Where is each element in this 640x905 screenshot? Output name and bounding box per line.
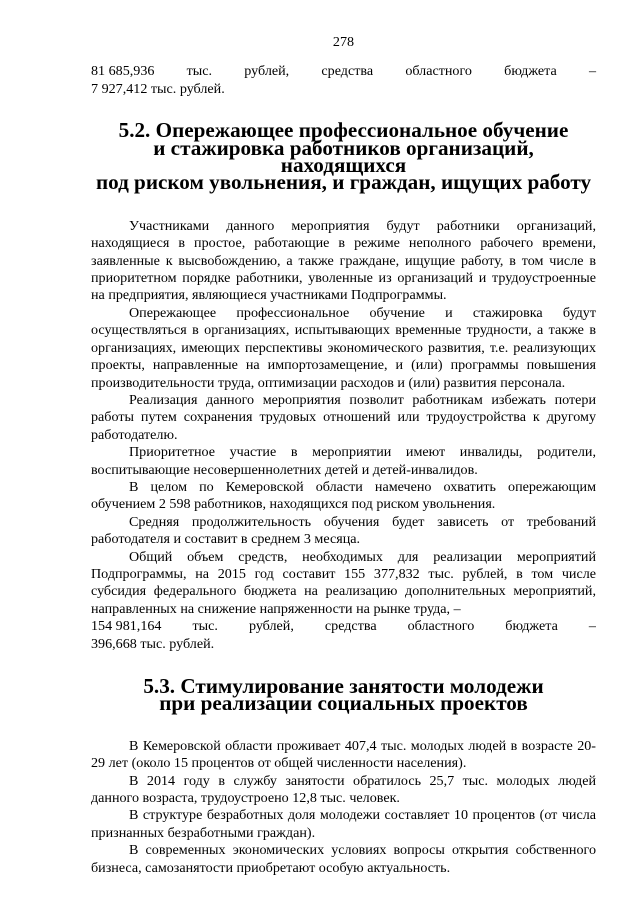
heading-line: и стажировка работников организаций, находящихся: [153, 135, 534, 178]
intro-word: тыс.: [186, 63, 213, 80]
intro-line-2: 7 927,412 тыс. рублей.: [91, 80, 225, 97]
amount-line: [91, 618, 596, 635]
paragraph: В структуре безработных доля молодежи составляет 10 процентов (от числа признанных безработными граждан).: [91, 807, 596, 841]
heading-line: при реализации социальных проектов: [159, 691, 528, 716]
paragraph: Общий объем средств, необходимых для реализации мероприятий Подпрограммы, на 2015 год составит 155 377,832 тыс. рублей, в том числе субсидия федерального бюджета на реализацию дополнительных мероприятий, направленных на снижение напряженности на рынке труда, –: [91, 548, 596, 617]
paragraph: В целом по Кемеровской области намечено охватить опережающим обучением 2 598 работников, находящихся под риском увольнения.: [91, 478, 596, 513]
section-5-3-heading: [91, 674, 596, 716]
amount-word: областного: [407, 618, 475, 635]
intro-word: бюджета: [504, 63, 557, 80]
intro-line-1: [91, 63, 596, 80]
heading-line: 5.2. Опережающее профессиональное обучение: [118, 118, 569, 143]
amount-word: средства: [324, 618, 377, 635]
paragraph: Участниками данного мероприятия будут работники организаций, находящиеся в простое, работающие в режиме неполного рабочего времени, заявленные к высвобождению, а также граждане, ищущие работу, в том числе в приоритетном порядке работники, уволенные из организаций и трудоустроенные на предприятия, являющиеся участниками Подпрограммы.: [91, 217, 596, 304]
amount-word: 154 981,164: [91, 618, 162, 635]
section-5-2-heading: [91, 118, 596, 195]
amount-end: 396,668 тыс. рублей.: [91, 635, 215, 652]
amount-word: –: [588, 618, 596, 635]
page-number: 278: [332, 34, 355, 50]
paragraph: В Кемеровской области проживает 407,4 тыс. молодых людей в возрасте 20-29 лет (около 15 процентов от общей численности населения).: [91, 737, 596, 772]
paragraph: Средняя продолжительность обучения будет зависеть от требований работодателя и составит в среднем 3 месяца.: [91, 513, 596, 548]
paragraph: Реализация данного мероприятия позволит работникам избежать потери работы путем сохранения трудовых отношений или трудоустройства к другому работодателю.: [91, 391, 596, 443]
paragraph: В 2014 году в службу занятости обратилось 25,7 тыс. молодых людей данного возраста, трудоустроено 12,8 тыс. человек.: [91, 772, 596, 807]
paragraph: Приоритетное участие в мероприятии имеют инвалиды, родители, воспитывающие несовершеннолетних детей и детей-инвалидов.: [91, 444, 596, 478]
intro-word: 81 685,936: [91, 63, 155, 80]
intro-word: рублей,: [244, 63, 290, 80]
intro-word: областного: [405, 63, 472, 80]
amount-word: рублей,: [248, 618, 294, 635]
heading-line: 5.3. Стимулирование занятости молодежи: [143, 674, 544, 698]
amount-word: тыс.: [192, 618, 218, 635]
amount-word: бюджета: [505, 618, 558, 635]
paragraph: Опережающее профессиональное обучение и стажировка будут осуществляться в организациях, испытывающих временные трудности, а также в организациях, имеющих перспективы экономического развития, т.е. реализующих проекты, направленные на импортозамещение, и (или) программы повышения производительности труда, оптимизации расходов и (или) развития персонала.: [91, 304, 596, 391]
intro-word: –: [588, 63, 596, 80]
intro-word: средства: [321, 63, 374, 80]
heading-line: под риском увольнения, и граждан, ищущих работу: [95, 170, 592, 195]
paragraph: В современных экономических условиях вопросы открытия собственного бизнеса, самозанятости приобретают особую актуальность.: [91, 842, 596, 876]
